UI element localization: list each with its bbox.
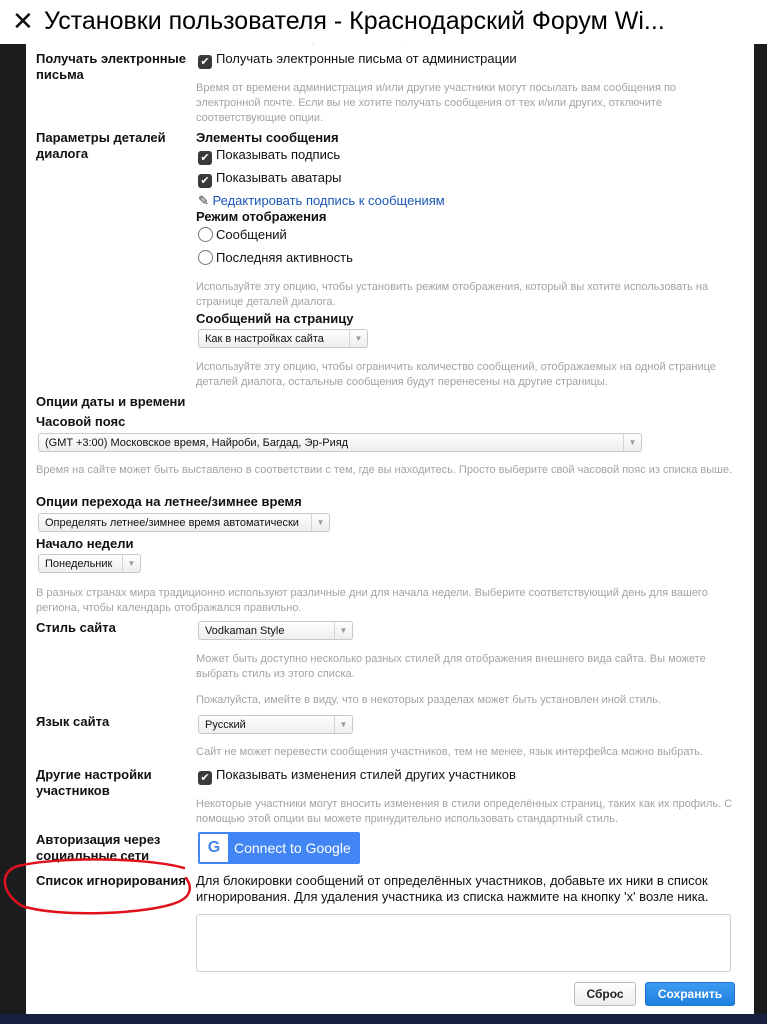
display-mode-title: Режим отображения xyxy=(196,209,327,224)
other-members-description: Некоторые участники могут вносить изменения в стили определённых страниц, таких как их профиль. С помощью этой опции вы можете принудительно использовать стандартный стиль. xyxy=(196,798,733,825)
checkmark-icon: ✔ xyxy=(200,152,210,164)
chevron-down-icon: ▼ xyxy=(334,716,352,733)
checkmark-icon: ✔ xyxy=(200,175,210,187)
chevron-down-icon: ▼ xyxy=(623,434,641,451)
reset-button[interactable]: Сброс xyxy=(574,982,636,1006)
ignore-list-input[interactable] xyxy=(196,914,731,972)
show-avatars-row[interactable] xyxy=(198,170,342,188)
show-avatars-label: Показывать аватары xyxy=(216,170,342,185)
chevron-down-icon: ▼ xyxy=(334,622,352,639)
checkbox-checked[interactable] xyxy=(198,151,212,165)
checkmark-icon: ✔ xyxy=(200,772,210,784)
checkmark-icon: ✔ xyxy=(200,56,210,68)
messages-per-page-select[interactable]: Как в настройках сайта ▼ xyxy=(198,329,368,348)
show-signature-row[interactable] xyxy=(198,147,340,165)
timezone-description: Время на сайте может быть выставлено в соответствии с тем, где вы находитесь. Просто выберите свой часовой пояс из списка выше. xyxy=(36,464,733,476)
google-logo-icon: G xyxy=(200,834,228,862)
display-mode-description: Используйте эту опцию, чтобы установить режим отображения, который вы хотите использовать на странице деталей диалога. xyxy=(196,281,709,308)
radio-button[interactable] xyxy=(198,227,213,242)
edit-signature-link-text[interactable]: Редактировать подпись к сообщениям xyxy=(212,193,445,208)
message-elements-title: Элементы сообщения xyxy=(196,130,339,145)
site-language-description: Сайт не может перевести сообщения участников, тем не менее, язык интерфейса можно выбрать. xyxy=(196,746,704,758)
checkbox-checked[interactable] xyxy=(198,55,212,69)
other-members-label: Другие настройки участников xyxy=(36,767,152,798)
connect-to-google-button[interactable] xyxy=(198,832,360,864)
ignore-list-description: Для блокировки сообщений от определённых участников, добавьте их ники в список игнорирования. Для удаления участника из списка нажмите на кнопку 'x' возле ника. xyxy=(196,873,709,904)
red-annotation-circle xyxy=(0,856,200,918)
window-titlebar xyxy=(0,0,767,44)
edit-signature-link[interactable] xyxy=(198,193,445,209)
dialog-details-label: Параметры деталей диалога xyxy=(36,130,166,161)
week-start-label: Начало недели xyxy=(36,536,134,551)
timezone-select[interactable]: (GMT +3:00) Московское время, Найроби, Багдад, Эр-Рияд ▼ xyxy=(38,433,642,452)
show-member-styles-row[interactable] xyxy=(198,767,738,785)
chevron-down-icon: ▼ xyxy=(122,555,140,572)
dst-select[interactable]: Определять летнее/зимнее время автоматически ▼ xyxy=(38,513,330,532)
window-title: Установки пользователя - Краснодарский Форум Wi... xyxy=(44,7,665,35)
mode-last-activity-label: Последняя активность xyxy=(216,250,353,265)
week-start-description: В разных странах мира традиционно используют различные дни для начала недели. Выберите соответствующий день для вашего региона, чтобы календарь отображался правильно. xyxy=(36,587,708,614)
connect-to-google-label: Connect to Google xyxy=(234,840,351,856)
site-style-description: Может быть доступно несколько разных стилей для отображения внешнего вида сайта. Вы можете выбрать стиль из этого списка. xyxy=(196,653,706,680)
email-description: Время от времени администрация и/или другие участники могут посылать вам сообщения по электронной почте. Если вы не хотите получать сообщения от тех и/или других, отключите соответствующие опции. xyxy=(196,82,677,124)
email-label: Получать электронные письма xyxy=(36,51,186,82)
social-auth-label: Авторизация через социальные сети xyxy=(36,832,161,863)
site-language-label: Язык сайта xyxy=(36,714,110,729)
checkbox-checked[interactable] xyxy=(198,771,212,785)
datetime-section-title: Опции даты и времени xyxy=(36,394,186,409)
mode-messages-label: Сообщений xyxy=(216,227,287,242)
pencil-icon: ✎ xyxy=(198,193,209,208)
ignore-list-label: Список игнорирования xyxy=(36,873,187,888)
save-button[interactable]: Сохранить xyxy=(645,982,735,1006)
close-icon[interactable]: ✕ xyxy=(12,6,34,36)
timezone-label: Часовой пояс xyxy=(36,414,126,429)
checkbox-checked[interactable] xyxy=(198,174,212,188)
messages-per-page-description: Используйте эту опцию, чтобы ограничить количество сообщений, отображаемых на одной странице деталей диалога, остальные сообщения будут перенесены на другие страницы. xyxy=(196,361,716,388)
dst-label: Опции перехода на летнее/зимнее время xyxy=(36,494,302,509)
mode-last-activity-row[interactable] xyxy=(198,250,353,266)
email-checkbox-label: Получать электронные письма от администрации xyxy=(216,51,517,66)
messages-per-page-title: Сообщений на страницу xyxy=(196,311,354,326)
site-style-select[interactable]: Vodkaman Style ▼ xyxy=(198,621,353,640)
chevron-down-icon: ▼ xyxy=(349,330,367,347)
site-language-select[interactable]: Русский ▼ xyxy=(198,715,353,734)
show-signature-label: Показывать подпись xyxy=(216,147,341,162)
radio-button[interactable] xyxy=(198,250,213,265)
email-checkbox-row[interactable] xyxy=(198,51,738,69)
mode-messages-row[interactable] xyxy=(198,227,287,243)
show-member-styles-label: Показывать изменения стилей других участников xyxy=(216,767,516,782)
chevron-down-icon: ▼ xyxy=(311,514,329,531)
bottom-bar xyxy=(0,1014,767,1024)
site-style-note: Пожалуйста, имейте в виду, что в некоторых разделах может быть установлен иной стиль. xyxy=(196,694,662,706)
site-style-label: Стиль сайта xyxy=(36,620,116,635)
week-start-select[interactable]: Понедельник ▼ xyxy=(38,554,141,573)
